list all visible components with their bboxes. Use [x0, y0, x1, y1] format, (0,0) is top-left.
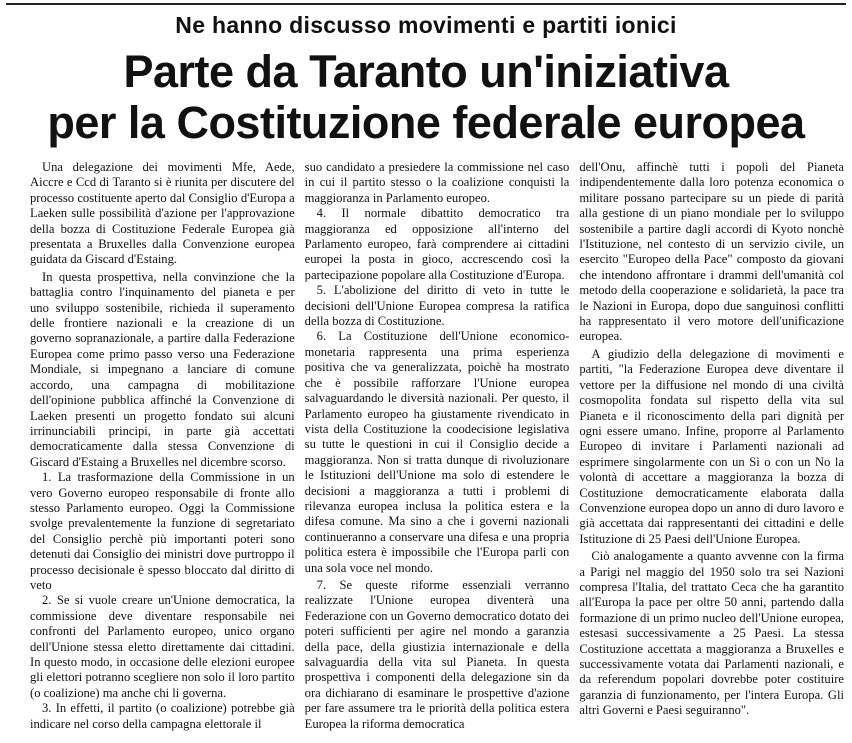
paragraph: 1. La trasformazione della Commissione in un vero Governo europeo responsabile di fronte allo stesso Parlamento europeo. Oggi la Commissione svolge prevalentemente la funzione di segretariato del Consiglio perchè più importanti poteri sono detenuti dai Consiglio dei ministri dove purtroppo il processo decisionale è spesso bloccato dal diritto di veto [30, 470, 295, 592]
paragraph: Ciò analogamente a quanto avvenne con la firma a Parigi nel maggio del 1950 solo tra sei Nazioni compresa l'Italia, del trattato Ceca che ha garantito all'Europa la pace per oltre 50 anni, partendo dalla formazione di un primo nucleo dell'Unione europea, estesasi successivamente a 25 Paesi. La stessa Costituzione accettata a maggioranza a Bruxelles e successivamente votata dai Parlamenti nazionali, e da referendum popolari dovrebbe poter costituire garanzia di funzionamento, per l'intera Europa. Gli altri Governi e Paesi seguiranno". [579, 549, 845, 718]
paragraph: 2. Se si vuole creare un'Unione democratica, la commissione deve diventare responsabile nei confronti del Parlamento europeo, unico organo dell'Unione stessa eletto direttamente dai cittadini. In questo modo, in occasione delle elezioni europee gli elettori potranno scegliere non solo il loro partito (o coalizione) ma anche chi li governa. [30, 593, 295, 700]
paragraph: A giudizio della delegazione di movimenti e partiti, "la Federazione Europea deve diventare il vettore per la diffusione nel mondo di una civiltà cosmopolita fondata sul rispetto della vita sul Pianeta e il riconoscimento della pari dignità per ogni essere umano. Infine, proporre al Parlamento Europeo di invitare i Parlamenti nazionali ad esprimere singolarmente con un Sì o con un No la volontà di accettare a maggioranza la bozza di Costituzione democraticamente elaborata dalla Convenzione europea dopo un anno di duro lavoro e già accettata dai rappresentanti dei cittadini e delle Istituzione di 25 Paesi dell'Unione Europea. [579, 346, 845, 546]
article-body [30, 160, 844, 743]
paragraph: 5. L'abolizione del diritto di veto in tutte le decisioni dell'Unione Europea compresa la ratifica della bozza di Costituzione. [304, 283, 570, 329]
headline-line-1: Parte da Taranto un'iniziativa [123, 46, 729, 97]
paragraph: 4. Il normale dibattito democratico tra maggioranza ed opposizione all'interno del Parlamento europeo, farà comprendere ai cittadini europei la posta in gioco, accrescendo così la partecipazione popolare alla Costituzione d'Europa. [304, 206, 570, 282]
kicker: Ne hanno discusso movimenti e partiti ionici [175, 12, 677, 38]
headline [0, 46, 852, 148]
paragraph: suo candidato a presiedere la commissione nel caso in cui il partito stesso o la coalizione conquisti la maggioranza in Parlamento europeo. [304, 160, 570, 205]
paragraph: In questa prospettiva, nella convinzione che la battaglia contro l'inquinamento del pianeta e per uno sviluppo sostenibile, richieda il superamento delle frontiere nazionali e la creazione di un governo sopranazionale, a partire dalla Federazione Europea come primo passo verso una Federazione Mondiale, si impegnano a lanciare di comune accordo, una campagna di mobilitazione dell'opinione pubblica affinché la Convenzione di Laeken presenti un progetto fondato sui alcuni irrinunciabili principi, in parte già accettati democraticamente dalla stessa Convenzione di Giscard d'Estaing a Bruxelles nel dicembre scorso. [30, 269, 295, 469]
top-rule [6, 3, 846, 5]
paragraph: 6. La Costituzione dell'Unione economico-monetaria rappresenta una prima esperienza positiva che va generalizzata, poichè ha mostrato che è possibile rafforzare l'Unione europea salvaguardando le diversità nazionali. Per questo, il Parlamento europeo ha giustamente rivendicato in vista della Costituzione la coodecisione legislativa su tutte le questioni in cui il Consiglio decide a maggioranza. Non si tratta dunque di rivoluzionare le Istituzioni dell'Unione ma solo di estendere le decisioni a maggioranza a tutti i problemi di rilevanza europea inclusa la politica estera e la difesa comune. Ma sino a che i governi nazionali continueranno a conservare una difesa e una propria politica estera è impossibile che l'Europa parli con una sola voce nel mondo. [304, 329, 570, 575]
paragraph: 3. In effetti, il partito (o coalizione) potrebbe già indicare nel corso della campagna elettorale il [30, 701, 295, 731]
column-2 [305, 160, 570, 743]
paragraph: dell'Onu, affinchè tutti i popoli del Pianeta indipendentemente dalla loro potenza economica o militare possano partecipare su un piede di parità alla gestione di un piano mondiale per lo sviluppo sostenibile a partire dagli accordi di Kyoto nonchè l'Istituzione, nel contesto di un servizio civile, un esercito "Europeo della Pace" composto da giovani che intendono affrontare i drammi dell'umanità col metodo della cooperazione e solidarietà, la pace tra le Nazioni in Europa, dopo due sanguinosi conflitti ha rappresentato il vero motore dell'unificazione europea. [579, 160, 845, 344]
column-3 [579, 160, 844, 743]
column-1 [30, 160, 295, 743]
paragraph: 7. Se queste riforme essenziali verranno realizzate l'Unione europea diventerà una Federazione con un Governo democratico dotato dei poteri sufficienti per agire nel mondo a garanzia della pace, della giustizia internazionale e della salvaguardia della vita sul Pianeta. In questa prospettiva i componenti della delegazione sin da ora dichiarano di esaminare le prospettive d'azione per fare assumere tra le priorità della politica estera Europea la riforma democratica [304, 577, 570, 731]
paragraph: Una delegazione dei movimenti Mfe, Aede, Aiccre e Ccd di Taranto si è riunita per discutere del processo costituente aperto dal Consiglio d'Europa a Laeken sulle possibilità d'azione per l'approvazione della bozza di Costituzione Federale Europea già presentata a Bruxelles dalla Convenzione europea guidata da Giscard d'Estaing. [30, 160, 295, 267]
headline-line-2: per la Costituzione federale europea [47, 97, 805, 148]
